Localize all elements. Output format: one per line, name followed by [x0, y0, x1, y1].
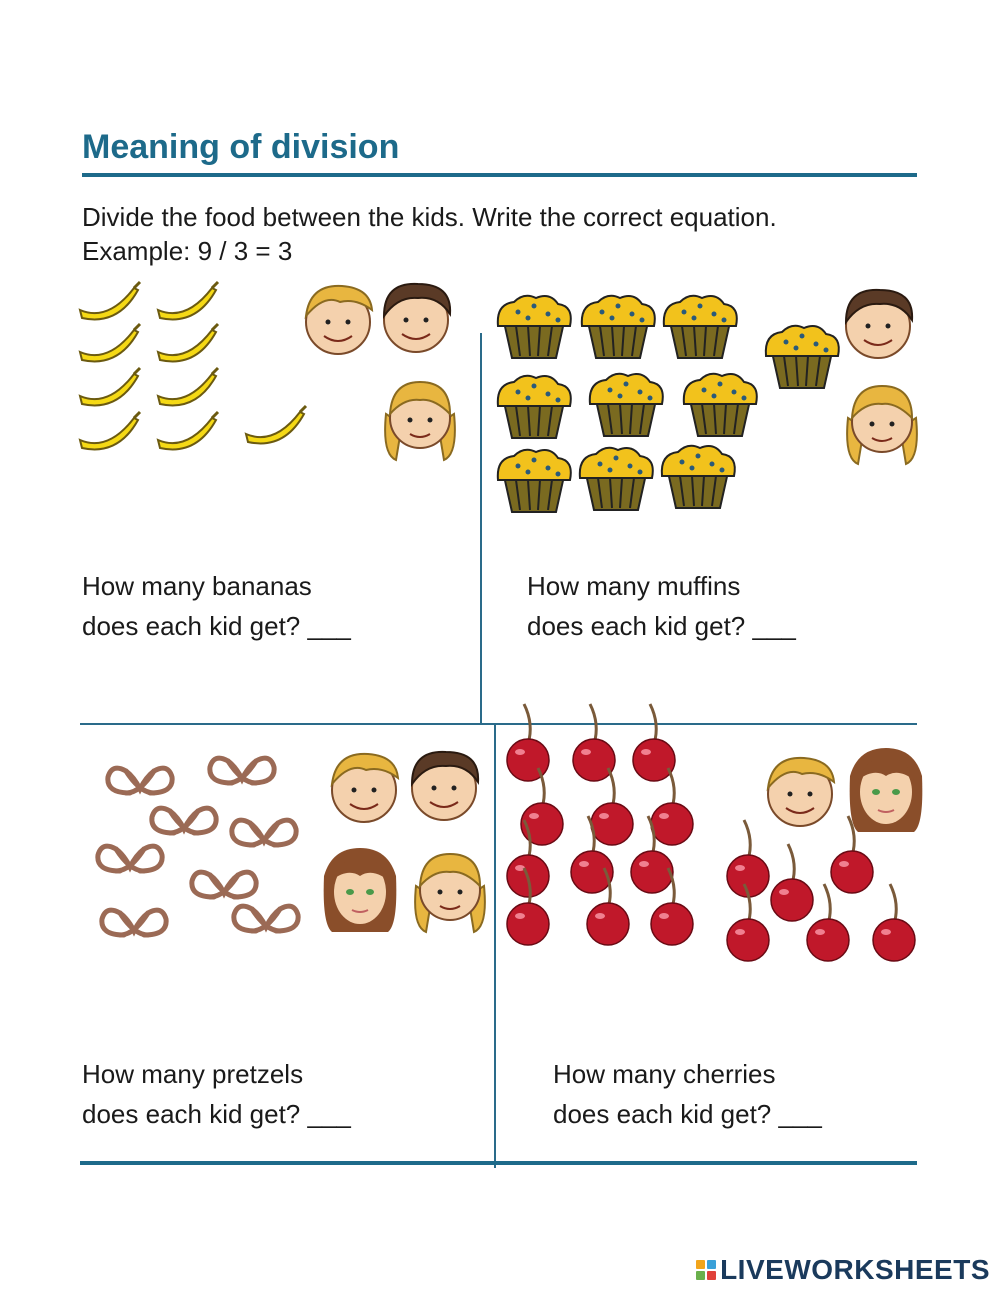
banana-icon: [158, 282, 218, 319]
cherry-icon: [727, 884, 769, 961]
kids-group: [296, 278, 466, 468]
question-cherries: [553, 1054, 822, 1134]
brand-name: LIVEWORKSHEETS: [720, 1254, 990, 1285]
instructions: [82, 200, 777, 268]
example-line: Example: 9 / 3 = 3: [82, 236, 293, 266]
pretzel-icon: [152, 808, 216, 833]
vertical-divider-top: [480, 333, 482, 723]
kid-avatar: [768, 758, 834, 826]
cherry-icon: [807, 884, 849, 961]
question-line: How many cherries: [553, 1059, 776, 1089]
kid-avatar: [412, 752, 478, 820]
question-line-answer[interactable]: does each kid get? ___: [82, 1099, 351, 1129]
pretzel-icon: [98, 846, 162, 871]
pretzel-icon: [232, 820, 296, 845]
banana-group: [78, 280, 318, 460]
muffin-icon: [590, 374, 663, 436]
question-muffins: [527, 566, 796, 646]
question-line: How many pretzels: [82, 1059, 304, 1089]
question-bananas: [82, 566, 351, 646]
pretzel-icon: [102, 910, 166, 935]
question-pretzels: [82, 1054, 351, 1134]
kids-group: [322, 746, 487, 941]
banana-icon: [80, 324, 140, 361]
title-divider: [82, 173, 917, 177]
banana-icon: [80, 412, 140, 449]
question-line: How many muffins: [527, 571, 741, 601]
kids-group: [838, 284, 928, 469]
page-title: Meaning of division: [82, 128, 400, 166]
pretzel-group: [90, 745, 310, 945]
muffin-icon: [684, 374, 757, 436]
brand-footer[interactable]: [696, 1254, 990, 1286]
instructions-line: Divide the food between the kids. Write the correct equation.: [82, 202, 777, 232]
muffin-icon: [580, 448, 653, 510]
banana-icon: [158, 368, 218, 405]
bottom-divider: [80, 1161, 917, 1165]
cherry-icon: [507, 704, 549, 781]
question-line-answer[interactable]: does each kid get? ___: [82, 611, 351, 641]
muffin-icon: [664, 296, 737, 358]
muffin-icon: [662, 446, 735, 508]
muffin-icon: [582, 296, 655, 358]
kids-group: [760, 746, 930, 846]
muffin-icon: [766, 326, 839, 388]
muffin-icon: [498, 376, 571, 438]
kid-avatar: [847, 386, 917, 464]
vertical-divider-bottom: [494, 723, 496, 1168]
banana-icon: [80, 368, 140, 405]
cherry-icon: [873, 884, 915, 961]
banana-icon: [80, 282, 140, 319]
question-line: How many bananas: [82, 571, 312, 601]
kid-avatar: [384, 284, 450, 352]
kid-avatar: [332, 754, 398, 822]
muffin-icon: [498, 450, 571, 512]
kid-avatar: [846, 290, 912, 358]
banana-icon: [158, 412, 218, 449]
pretzel-icon: [108, 768, 172, 793]
pretzel-icon: [234, 906, 298, 931]
kid-avatar: [324, 848, 397, 932]
kid-avatar: [306, 286, 372, 354]
banana-icon: [158, 324, 218, 361]
kid-avatar: [385, 382, 455, 460]
question-line-answer[interactable]: does each kid get? ___: [527, 611, 796, 641]
kid-avatar: [415, 854, 485, 932]
muffin-icon: [498, 296, 571, 358]
cherry-icon: [771, 844, 813, 921]
liveworksheets-logo-icon: [696, 1260, 716, 1280]
question-line-answer[interactable]: does each kid get? ___: [553, 1099, 822, 1129]
muffin-group: [494, 292, 844, 517]
pretzel-icon: [210, 758, 274, 783]
kid-avatar: [850, 748, 923, 832]
pretzel-icon: [192, 872, 256, 897]
